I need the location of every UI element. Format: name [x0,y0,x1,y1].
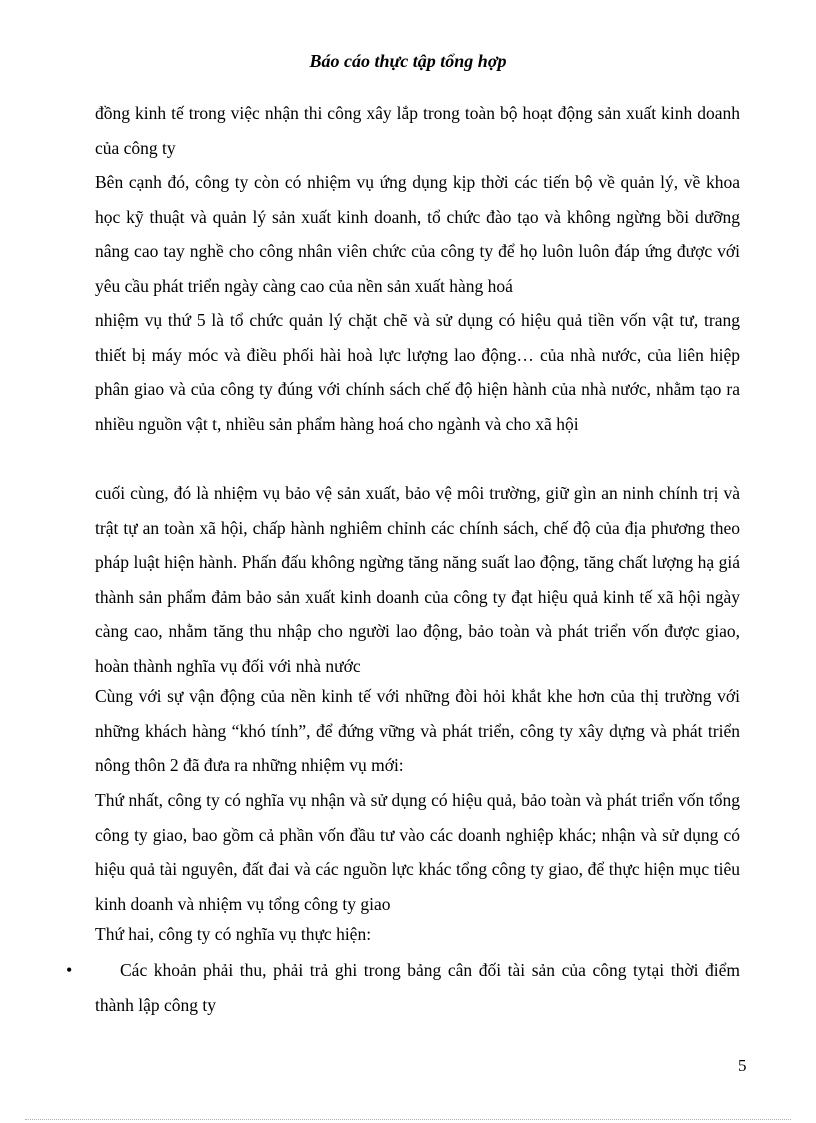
footer-divider [25,1119,791,1120]
paragraph-4: cuối cùng, đó là nhiệm vụ bảo vệ sản xuất, bảo vệ môi trường, giữ gìn an ninh chính trị và trật tự an toàn xã hội, chấp hành nghiêm chỉnh các chính sách, chế độ của địa phương theo pháp luật hiện hành. Phấn đấu không ngừng tăng năng suất lao động, tăng chất lượng hạ giá thành sản phẩm đảm bảo sản xuất kinh doanh của công ty đạt hiệu quả kinh tế xã hội ngày càng cao, nhằm tăng thu nhập cho người lao động, bảo toàn và phát triển vốn được giao, hoàn thành nghĩa vụ đối với nhà nước [95,483,740,676]
page-header-title: Báo cáo thực tập tổng hợp [309,51,507,71]
paragraph-5: Cùng với sự vận động của nền kinh tế với những đòi hỏi khắt khe hơn của thị trường với những khách hàng “khó tính”, để đứng vững và phát triển, công ty xây dựng và phát triển nông thôn 2 đã đưa ra những nhiệm vụ mới: [95,686,740,776]
paragraph-7: Thứ hai, công ty có nghĩa vụ thực hiện: [95,924,372,944]
paragraph-6: Thứ nhất, công ty có nghĩa vụ nhận và sử dụng có hiệu quả, bảo toàn và phát triển vốn tổng công ty giao, bao gồm cả phần vốn đầu tư vào các doanh nghiệp khác; nhận và sử dụng có hiệu quả tài nguyên, đất đai và các nguồn lực khác tổng công ty giao, để thực hiện mục tiêu kinh doanh và nhiệm vụ tổng công ty giao [95,790,740,914]
bullet-icon: • [66,960,73,980]
page-number: 5 [738,1056,747,1075]
paragraph-2: Bên cạnh đó, công ty còn có nhiệm vụ ứng dụng kịp thời các tiến bộ về quản lý, về khoa học kỹ thuật và quản lý sản xuất kinh doanh, tổ chức đào tạo và không ngừng bồi dưỡng nâng cao tay nghề cho công nhân viên chức của công ty để họ luôn luôn đáp ứng được với yêu cầu phát triển ngày càng cao của nền sản xuất hàng hoá [95,172,740,296]
paragraph-3: nhiệm vụ thứ 5 là tổ chức quản lý chặt chẽ và sử dụng có hiệu quả tiền vốn vật tư, trang thiết bị máy móc và điều phối hài hoà lực lượng lao động… của nhà nước, của liên hiệp phân giao và của công ty đúng với chính sách chế độ hiện hành của nhà nước, nhằm tạo ra nhiều nguồn vật t, nhiều sản phẩm hàng hoá cho ngành và cho xã hội [95,310,740,434]
bullet-item-text: Các khoản phải thu, phải trả ghi trong bảng cân đối tài sản của công tytại thời điểm thành lập công ty [95,960,740,1015]
paragraph-1: đồng kinh tế trong việc nhận thi công xây lắp trong toàn bộ hoạt động sản xuất kinh doanh của công ty [95,103,740,158]
